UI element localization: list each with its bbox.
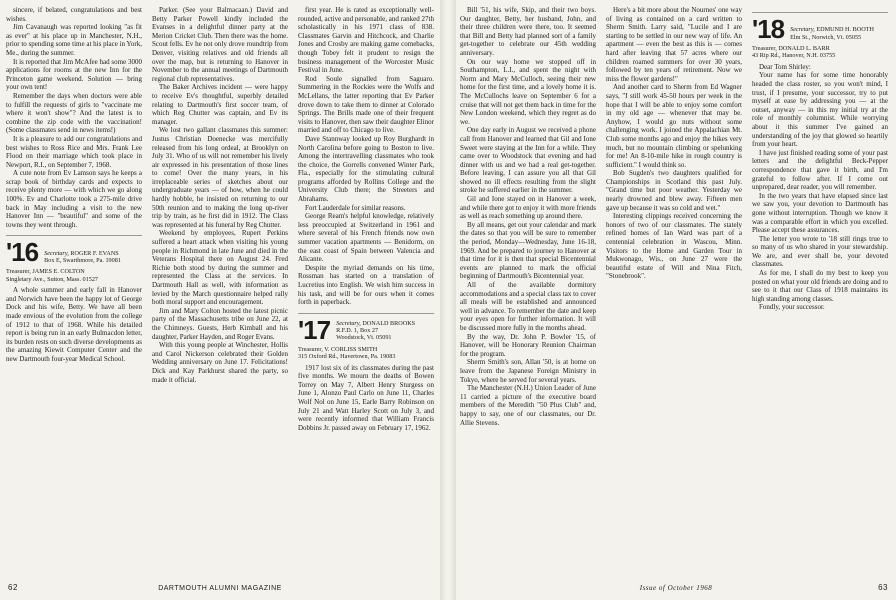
paragraph: Jim and Mary Colton hosted the latest picnic party of the Massachusetts tribe on June 22, at the Chimneys. Guests, Herb Kimball and his daughter, Parker Hayden, and Roger Evans. (152, 306, 288, 341)
paragraph: Sherm Smith's son, Allan '50, is at home on leave from the Japanese Foreign Ministry in Tokyo, where he served for several years. (460, 358, 596, 384)
paragraph: Despite the myriad demands on his time, Rossman has started on a translation of Lucretius into English. We wish him success in his task, and will be for ours when it comes forth in paperback. (298, 263, 434, 307)
secretary-name: EDMUND H. BOOTH (816, 26, 874, 34)
magazine-title: DARTMOUTH ALUMNI MAGAZINE (158, 585, 282, 592)
secretary-info (790, 26, 874, 41)
paragraph: Remember the days when doctors were able to fulfill the requests of girls to "vaccinate me where it won't show"? And the latest is to combine the zip code with the vaccination! (Some classmates send in news items!) (6, 91, 142, 135)
paragraph: In the two years that have elapsed since last we saw you, your devotion to Dartmouth has gone without interruption. Though we know it was a comparable effort in which you excelled. Please accept these assurances. (752, 191, 888, 235)
page-gutter (440, 0, 456, 600)
class-year: '18 (752, 14, 785, 44)
paragraph: Weekend by employees, Rupert Perkins suffered a heart attack when visiting his young people in Richmond in late June and died in the Veterans Hospital there on August 24. Fred Richie both stood by during the summer and represented the Class at the services. In Dartmouth Hall as well, with information as levied by the March questionnaire helped rally both moral support and encouragement. (152, 229, 288, 307)
paragraph: As for me, I shall do my best to keep you posted on what your old friends are doing and to see to it that our Class of 1918 maintains its high standing among classes. (752, 269, 888, 303)
right-column-1 (460, 6, 596, 572)
left-column-1 (6, 6, 142, 572)
paragraph: The letter you wrote to '18 still rings true to so many of us who shared in your stewardship. We are, and ever shall be, your devoted classmates. (752, 234, 888, 269)
secretary-name: ROGER F. EVANS (70, 249, 119, 257)
treasurer-name: Treasurer, V. CORLISS SMITH (298, 345, 378, 353)
class-year: '16 (6, 237, 39, 268)
secretary-address: Elm St., Norwich, Vt. 05055 (790, 33, 862, 41)
secretary-address: Box E, Swarthmore, Pa. 19081 (44, 257, 121, 265)
paragraph: Dave Stannway looked up Roy Burghardt in North Carolina before going to Boston to live. Among the intertravelling classmates who took the choice, the Gorrells convened Winter Park, Fla., especially for the stimulating cultural programs afforded by Rollins College and the University Club there; the Streeters and Abrahams. (298, 134, 434, 204)
paragraph: Gil and Ione stayed on in Hanover a week, and while there got to enjoy it with more friends as well as reach something up around there. (460, 195, 596, 221)
left-column-2 (152, 6, 288, 572)
paragraph: We lost two gallant classmates this summer: Justus Christian Doenecke was mercifully released from his long ordeal, at Brooklyn on July 31. Who of us will not remember his lively air expressed in his presentation of those lines to come! Over the many years, in his irreplaceable series of sketches about our undergraduate years — of how, when he could hardly hobble, he insisted on returning to our 50th reunion and to making the long up-river trip by train, as he first did in 1912. The Class was represented at his funeral by Reg Chutter. (152, 126, 288, 229)
secretary-name: DONALD BROOKS (362, 319, 416, 327)
class-heading-1918 (752, 12, 888, 44)
paragraph: A whole summer and early fall in Hanover and Norwich have been the happy lot of George Dock and his wife, Betty. We have all been made envious of the evolution from the college of 1912 to that of 1968. While his detailed report is being run in an early Bulmacdon letter, its burden rests on such diverse developments as the amazing Kiewit Computer Center and the new Dartmouth four-year Medical School. (6, 286, 142, 363)
class-heading-1917 (298, 313, 434, 345)
page-number: 62 (8, 583, 18, 592)
paragraph: first year. He is rated as exceptionally well-rounded, active and personable, and ranked 27th scholastically in his 1971 class of 838. Classmates Garvin and Hitchcock, and Charlie Jones and Crosby are making game comebacks, though Tobey felt it prudent to resign the business management of the Worcester Music Festival in June. (298, 6, 434, 75)
paragraph: 1917 lost six of its classmates during the past five months. We mourn the deaths of Bowen Torrey on May 7, Albert Henry Sturgess on June 1, Alonzo Paul Carlo on June 11, Charles Wolf Nol on June 15, Earle Barry Robinson on July 21 and Watt Harley Scott on July 3, and were recently informed that William Francis Dobbins Jr. passed away on February 17, 1962. (298, 363, 434, 432)
paragraph: Bob Sugden's two daughters qualified for Championships in Scotland this past July. "Grand time but poor weather. Yesterday we nearly drowned and blew away. Fifteen men gave up because it was so cold and wet." (606, 169, 742, 212)
right-column-2 (606, 6, 742, 572)
treasurer-info (298, 346, 434, 361)
treasurer-address: 315 Oxford Rd., Havertown, Pa. 19083 (298, 353, 396, 361)
treasurer-info (6, 268, 142, 283)
paragraph: Fondly, your successor. (759, 303, 825, 312)
paragraph: I have just finished reading some of your past letters and the delightful Beck-Pepper correspondence that gave it birth, and I'm grateful to follow after. If I come out unprepared, dear reader, you will remember. (752, 148, 888, 192)
salutation: Dear Tom Shirley: (759, 62, 811, 71)
paragraph: Bill '51, his wife, Skip, and their two boys. Our daughter, Betty, her husband, John, and their three children were there, too. It seemed that Bill and Betty had planned sort of a family get-together to celebrate our 45th wedding anniversary. (460, 6, 596, 57)
treasurer-name: Treasurer, DONALD L. BARR (752, 45, 830, 52)
paragraph: Interesting clippings received concerning the honors of two of our classmates. The stately refined homes of Ian Ward was part of a centennial celebration in Wascou, Minn. Visitors to the Home and Garden Tour in Mukwonago, Wis., on June 27 were the beautiful estate of Will and Nina Fitch, "Stonebrook". (606, 212, 742, 281)
paragraph: Your name has for some time honorably headed the class roster, so you won't mind, I trust, if I presume, your successor, try to put myself at ease by addressing you — at the outset, anyway — in this my initial try at the role of monthly columnist. While worrying about it this summer I've gained an understanding of the joy that glowed so heartily from your heart. (752, 71, 888, 149)
paragraph: On our way home we stopped off in Southampton, L.I., and spent the night with Norm and Mary McCulloch, seeing their new home for the first time, and a lovely home it is. The McCullochs leave on September 6 for a cruise that will not get them back in time for the New London weekend, which they regret as do we. (460, 57, 596, 126)
paragraph: It is a pleasure to add our congratulations and best wishes to Ross Rice and Mrs. Frank Lee Flood on their marriage which took place in Newport, R.I., on September 7, 1968. (6, 134, 142, 169)
paragraph: It is reported that Jim McAfee had some 3000 applications for rooms at the new Inn for the Princeton game weekend. Solution — bring your own tent! (6, 57, 142, 92)
treasurer-name: Treasurer, JAMES E. COLTON (6, 268, 85, 276)
treasurer-address: Singletary Ave., Sutton, Mass. 01527 (6, 275, 99, 283)
paragraph: By the way, Dr. John P. Bowler '15, of Hanover, will be Honorary Reunion Chairman for the program. (460, 332, 596, 358)
paragraph: One day early in August we received a phone call from Hanover and learned that Gil and Ione Sweet were staying at the Inn for a while. They came over to Woodstock that evening and had dinner with us and we had a real get-together. Before leaving, I can assure you all that Gil showed no ill effects resulting from the slight stroke he suffered earlier in the summer. (460, 126, 596, 195)
paragraph: Here's a bit more about the Nournes' one way of living as contained on a card written to Sherm Smith. Larry said, "Lucile and I are starting to be settled in our new way of life. An apartment — even the best as this is — comes hard after leaving that 57 acres where our children roamed summers for over 30 years, followed by ten years of retirement. Now we miss the flower gardens!" (606, 6, 742, 83)
class-year: '17 (298, 314, 331, 345)
issue-label: Issue of October 1968 (639, 584, 713, 592)
page-number: 63 (878, 583, 888, 592)
secretary-info (336, 320, 415, 342)
paragraph: And another card to Sherm from Ed Wagner says, "I still work 45-50 hours per week in the hope that I will be able to enjoy some comfort in my old age — whenever that may be. Anyhow, I would go nuts without some challenging work. I joined the Appalachian Mt. Club some months ago and enjoy the hikes very much, but no mountain climbing or spelunking for me! An 8-10-mile hike in rough country is sufficient." I would think so. (606, 83, 742, 169)
right-page (456, 0, 896, 600)
treasurer-info (752, 45, 888, 60)
secretary-address: R.F.D. 1, Box 27 (336, 326, 379, 334)
secretary-role: Secretary, (790, 26, 815, 34)
paragraph: Rod Soule signalled from Saguaro. Summering in the Rockies were the Wolfs and McLellans, the latter reporting that Ev Parker drove down to take them to dinner at Colorado Springs. The Brills made one of their frequent visits to Hanover, then saw their daughter Elinor married and off to Chicago to live. (298, 74, 434, 135)
paragraph: All of the available dormitory accommodations and a special class tax to cover all meals will be established and announced well in advance. To remember the date and keep your eyes open for further information. It will be discussed more fully in the months ahead. (460, 281, 596, 332)
left-page (0, 0, 440, 600)
paragraph: The Baker Archives incident — were happy to receive Ev's thoughtful, superbly detailed relating to Dartmouth's first soccer team, of which Reg Chutter was captain, and Ev its manager. (152, 83, 288, 126)
paragraph: Fort Lauderdale for similar reasons. (305, 203, 406, 212)
paragraph: Parker. (See your Balmacaan.) David and Betty Parker Powell kindly included the Evanses in a delightful dinner party at the Merion Cricket Club. Then there was the home. Scout fells. Ev he not only drove roundtrip from Denver, visiting relatives and old friends all over the map, but is returning to Hanover in November to the annual meetings of Dartmouth regional club representatives. (152, 6, 288, 83)
left-column-3 (298, 6, 434, 572)
paragraph: George Ream's helpful knowledge, relatively less preoccupied at Switzerland in 1961 and where several of his French friends now own summer vacation apartments — Benidorm, on the east coast of Spain between Valencia and Alicante. (298, 212, 434, 264)
paragraph: Jim Cavanaugh was reported looking "as fit as ever" at his place up in Manchester, N.H., prior to spending some time at his place in York, Me., during the summer. (6, 23, 142, 57)
secretary-role: Secretary, (336, 319, 361, 327)
paragraph: By all means, get out your calendar and mark the dates so that you will be sure to remember the period, Monday—Wednesday, June 16-18, 1969. And be prepared to journey to Hanover at that time for it is then that special Bicentennial events are planned to mark the official beginning of Dartmouth's Bicentennial year. (460, 220, 596, 281)
secretary-city: Woodstock, Vt. 05091 (336, 334, 392, 342)
class-heading-1916 (6, 235, 142, 268)
secretary-role: Secretary, (44, 249, 69, 257)
paragraph: A cute note from Ev Lamson says he keeps a scrap book of birthday cards and expects to receive plenty more — with which we go along 100%. Ev and Charlotte took a 275-mile drive back in May including a visit to the new Hanover Inn — "beautiful" and some of the towns they went through. (6, 169, 142, 229)
paragraph: With this young people at Winchester, Hollis and Carol Nickerson celebrated their Golden Wedding anniversary on June 17. Felicitations! Dick and Kay Parkhurst shared the party, so made it official. (152, 341, 288, 384)
treasurer-address: 43 Rip Rd., Hanover, N.H. 03755 (752, 52, 836, 60)
right-column-3 (752, 6, 888, 572)
secretary-info (44, 250, 121, 265)
paragraph: The Manchester (N.H.) Union Leader of June 11 carried a picture of the executive board members of the Meredith "50 Plus Club" and, happy to say, one of our classmates, our Dr. Allie Stevens. (460, 384, 596, 427)
paragraph: sincere, if belated, congratulations and best wishes. (6, 6, 142, 23)
